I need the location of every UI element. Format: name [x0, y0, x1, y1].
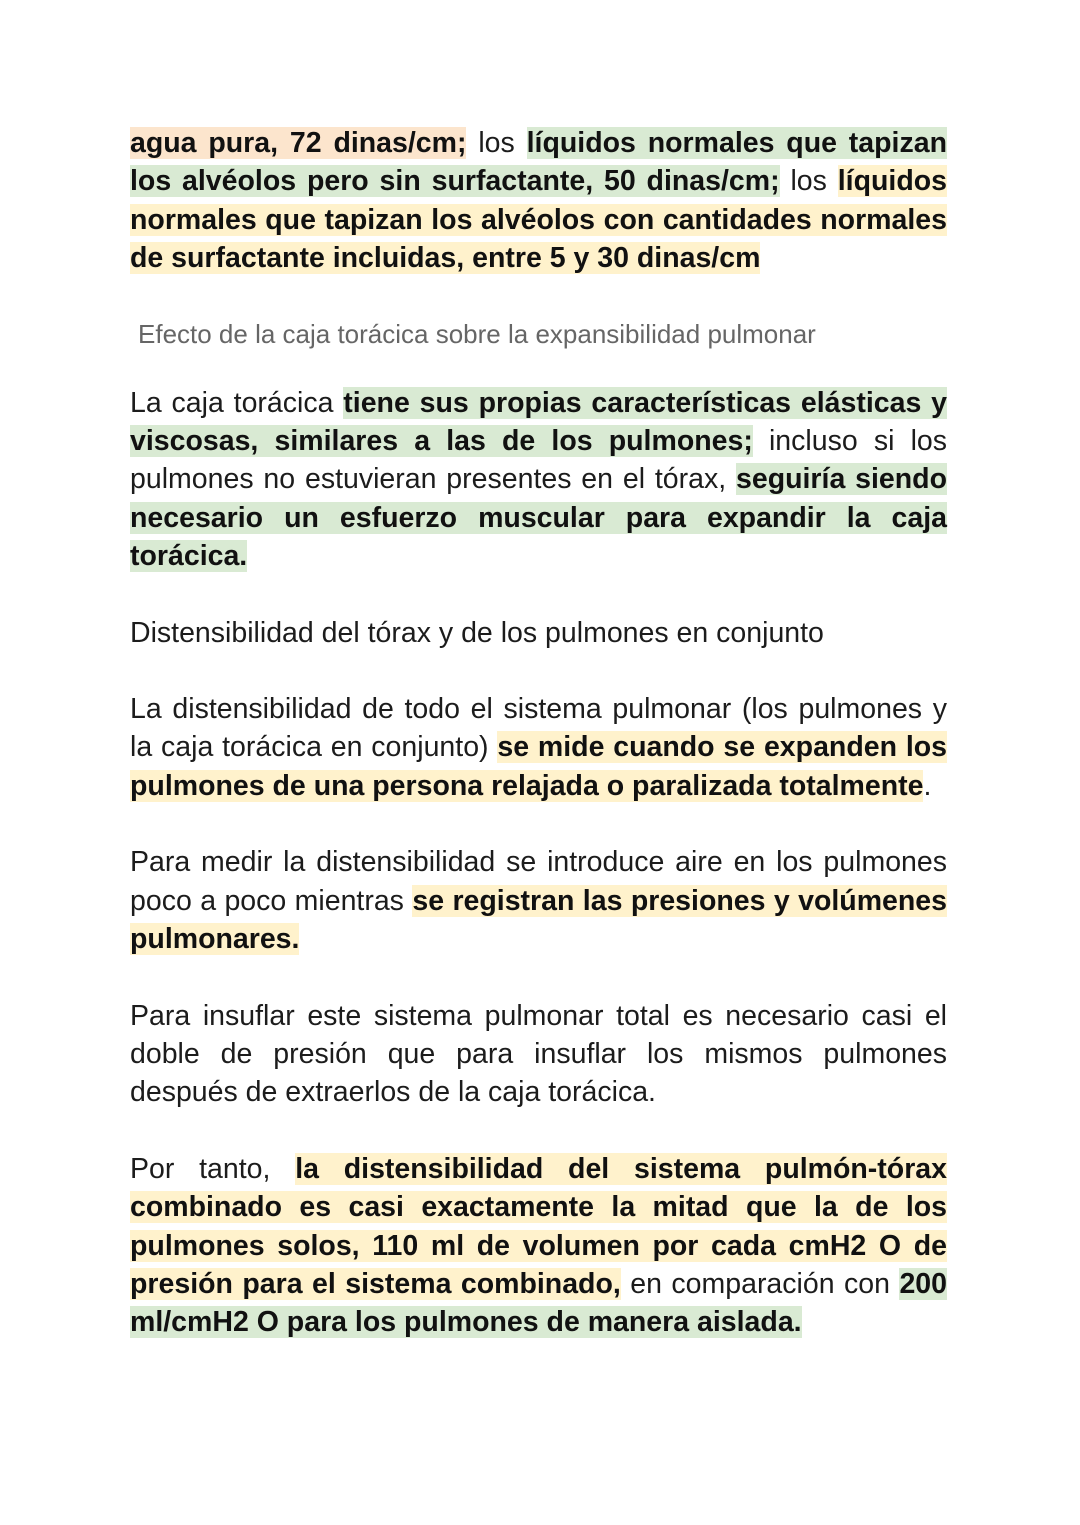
- plain-text: los: [466, 127, 527, 159]
- plain-text: Para medir la distensibilidad se introduce aire en los pulmones poco a poco mientras: [130, 846, 947, 917]
- highlight-isolated-lungs: 200 ml/cmH2 O para los pulmones de manera aislada.: [130, 1267, 947, 1339]
- highlight-without-surfactant: líquidos normales que tapizan los alvéolos pero sin surfactante, 50 dinas/cm;: [130, 127, 947, 198]
- plain-text: en comparación con: [620, 1267, 900, 1300]
- plain-text: .: [923, 769, 932, 802]
- paragraph-combined-compliance: [130, 1150, 947, 1342]
- paragraph-chest-wall: [130, 384, 947, 576]
- paragraph-double-pressure: [130, 997, 947, 1112]
- plain-text: La caja torácica: [130, 386, 344, 419]
- highlight-elastic-properties: tiene sus propias características elásticas y viscosas, similares a las de los pulmones;: [130, 386, 947, 458]
- highlight-half-compliance: la distensibilidad del sistema pulmón-tórax combinado es casi exactamente la mitad que la de los pulmones solos, 110 ml de volumen por cada cmH2 O de presión para el sistema combinado,: [130, 1152, 947, 1300]
- highlight-muscular-effort: seguiría siendo necesario un esfuerzo muscular para expandir la caja torácica.: [130, 463, 947, 573]
- plain-text: Para insuflar este sistema pulmonar total es necesario casi el doble de presión que para insuflar los mismos pulmones después de extraerlos de la caja torácica.: [130, 999, 947, 1109]
- section-heading-chest-wall: Efecto de la caja torácica sobre la expansibilidad pulmonar: [138, 318, 816, 349]
- paragraph-surface-tension-values: [130, 124, 947, 278]
- paragraph-compliance-measurement: [130, 690, 947, 805]
- plain-text: los: [779, 165, 838, 198]
- section-heading-compliance: Distensibilidad del tórax y de los pulmones en conjunto: [130, 616, 824, 649]
- document-page: [130, 124, 947, 1342]
- plain-text: La distensibilidad de todo el sistema pulmonar (los pulmones y la caja torácica en conjunto): [130, 693, 947, 764]
- paragraph-measure-method: [130, 843, 947, 958]
- highlight-pressures-volumes: se registran las presiones y volúmenes pulmonares.: [130, 884, 947, 956]
- plain-text: Por tanto,: [130, 1152, 296, 1185]
- highlight-relaxed-person: se mide cuando se expanden los pulmones de una persona relajada o paralizada totalmente: [130, 731, 948, 802]
- highlight-pure-water: agua pura, 72 dinas/cm;: [130, 127, 467, 159]
- highlight-with-surfactant: líquidos normales que tapizan los alvéolos con cantidades normales de surfactante incluidas, entre 5 y 30 dinas/cm: [130, 165, 947, 275]
- plain-text: incluso si los pulmones no estuvieran presentes en el tórax,: [130, 425, 948, 496]
